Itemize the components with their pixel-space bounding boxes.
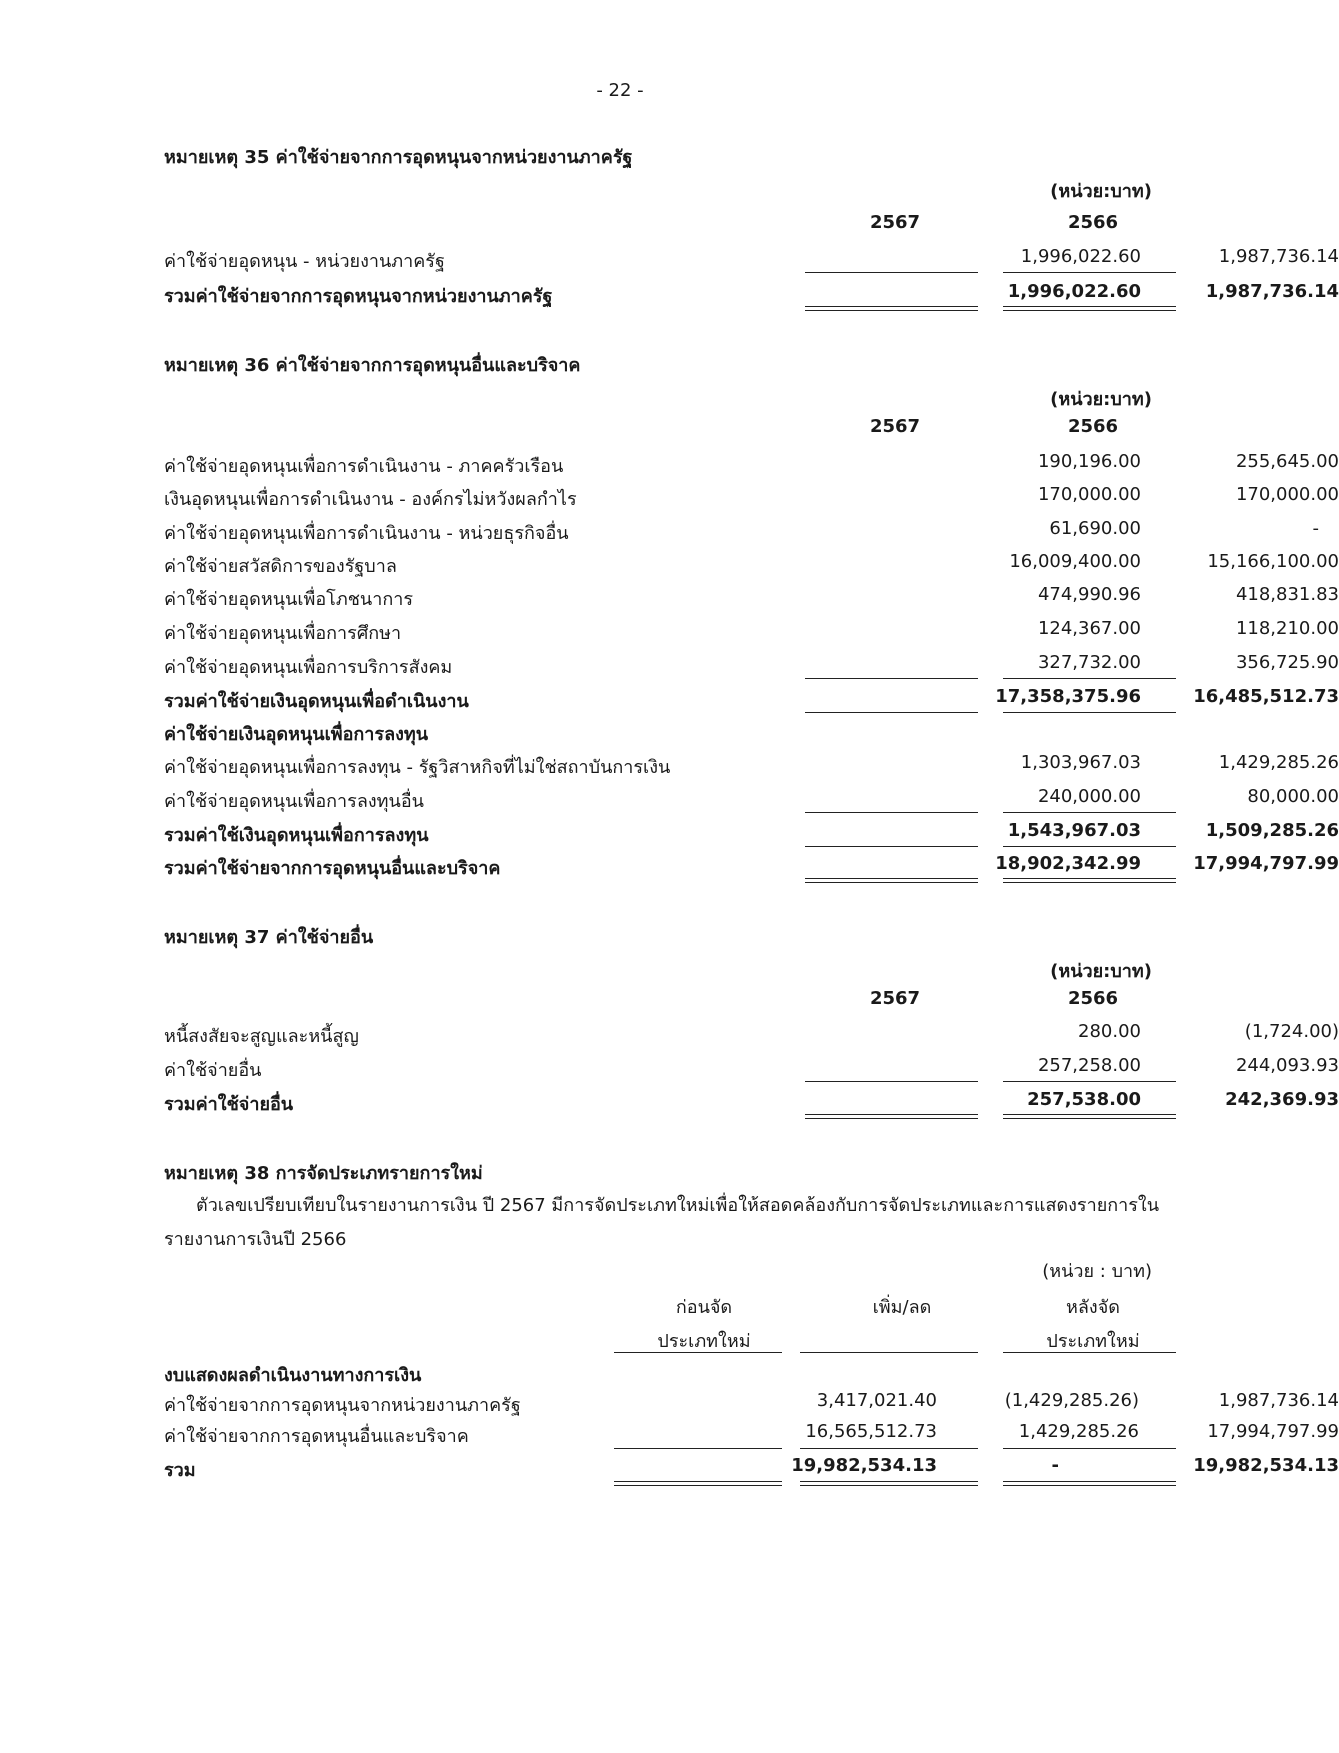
row-value-2566: 15,166,100.00 <box>1207 551 1339 572</box>
note35-year-2567: 2567 <box>869 212 921 233</box>
total-value-2567: 257,538.00 <box>1027 1089 1141 1110</box>
rule-line <box>1003 846 1176 847</box>
total-value-2566: 242,369.93 <box>1225 1089 1339 1110</box>
note36-unit: (หน่วย:บาท) <box>1050 389 1152 410</box>
row-label: เงินอุดหนุนเพื่อการดำเนินงาน - องค์กรไม่หวังผลกำไร <box>164 489 577 510</box>
rule-line <box>1003 1448 1176 1449</box>
row-value-2566: 80,000.00 <box>1247 786 1339 807</box>
note37-year-2567: 2567 <box>869 988 921 1009</box>
note35-unit: (หน่วย:บาท) <box>1050 181 1152 202</box>
note37-row <box>164 1021 1339 1051</box>
total-value-before: 19,982,534.13 <box>791 1455 937 1476</box>
row-value-2567: 474,990.96 <box>1037 584 1141 605</box>
note38-row <box>164 1421 1339 1451</box>
rule-line <box>805 846 978 847</box>
note36-investment-row <box>164 752 1339 782</box>
row-value-change: (1,429,285.26) <box>1004 1390 1139 1411</box>
total-label: รวมค่าใช้จ่ายจากการอุดหนุนจากหน่วยงานภาครัฐ <box>164 286 553 307</box>
col-before-line2: ประเภทใหม่ <box>657 1331 751 1352</box>
row-value-2566: 418,831.83 <box>1235 584 1339 605</box>
col-before-line1: ก่อนจัด <box>675 1297 733 1318</box>
row-value-before: 16,565,512.73 <box>805 1421 937 1442</box>
total-value-2566: 17,994,797.99 <box>1193 853 1339 874</box>
section-heading: งบแสดงผลดำเนินงานทางการเงิน <box>164 1365 422 1386</box>
rule-line <box>1003 812 1176 813</box>
total-label: รวมค่าใช้จ่ายจากการอุดหนุนอื่นและบริจาค <box>164 858 501 879</box>
double-rule <box>1003 306 1176 311</box>
col-after-line2: ประเภทใหม่ <box>1046 1331 1140 1352</box>
rule-line <box>805 678 978 679</box>
double-rule <box>1003 1114 1176 1119</box>
row-value-2566: 244,093.93 <box>1235 1055 1339 1076</box>
row-value-2567: 16,009,400.00 <box>1009 551 1141 572</box>
note36-investment-heading <box>164 719 1164 749</box>
row-label: ค่าใช้จ่ายจากการอุดหนุนจากหน่วยงานภาครัฐ <box>164 1395 521 1416</box>
note38-paragraph-line2: รายงานการเงินปี 2566 <box>164 1229 347 1250</box>
double-rule <box>805 306 978 311</box>
note36-row <box>164 584 1339 614</box>
row-label: ค่าใช้จ่ายอุดหนุน - หน่วยงานภาครัฐ <box>164 251 445 272</box>
row-value-after: 1,987,736.14 <box>1218 1390 1339 1411</box>
row-label: หนี้สงสัยจะสูญและหนี้สูญ <box>164 1026 359 1047</box>
row-label: ค่าใช้จ่ายจากการอุดหนุนอื่นและบริจาค <box>164 1426 469 1447</box>
row-label: ค่าใช้จ่ายอุดหนุนเพื่อการศึกษา <box>164 623 402 644</box>
double-rule <box>805 878 978 883</box>
row-value-change: 1,429,285.26 <box>1018 1421 1139 1442</box>
rule-line <box>805 812 978 813</box>
row-value-2566: 170,000.00 <box>1235 484 1339 505</box>
rule-line <box>1003 1352 1176 1353</box>
note36-row <box>164 518 1319 548</box>
row-value-2567: 327,732.00 <box>1037 652 1141 673</box>
row-label: ค่าใช้จ่ายอุดหนุนเพื่อโภชนาการ <box>164 589 413 610</box>
note36-row <box>164 618 1339 648</box>
section-heading: ค่าใช้จ่ายเงินอุดหนุนเพื่อการลงทุน <box>164 724 429 745</box>
note38-title: หมายเหตุ 38 การจัดประเภทรายการใหม่ <box>164 1163 483 1184</box>
row-label: ค่าใช้จ่ายอุดหนุนเพื่อการบริการสังคม <box>164 657 453 678</box>
col-after-line1: หลังจัด <box>1066 1297 1120 1318</box>
total-value-2566: 1,987,736.14 <box>1205 281 1339 302</box>
total-value-change: - <box>1051 1455 1059 1476</box>
row-label: ค่าใช้จ่ายอื่น <box>164 1060 262 1081</box>
note35-year-2566: 2566 <box>1067 212 1119 233</box>
row-value-after: 17,994,797.99 <box>1207 1421 1339 1442</box>
double-rule <box>614 1481 782 1486</box>
row-value-2567: 1,303,967.03 <box>1020 752 1141 773</box>
note38-row <box>164 1390 1339 1420</box>
row-label: ค่าใช้จ่ายอุดหนุนเพื่อการลงทุน - รัฐวิสาหกิจที่ไม่ใช่สถาบันการเงิน <box>164 757 671 778</box>
row-value-2566: 1,987,736.14 <box>1218 246 1339 267</box>
double-rule <box>800 1481 978 1486</box>
row-value-2567: 124,367.00 <box>1037 618 1141 639</box>
rule-line <box>1003 272 1176 273</box>
row-value-2567: 61,690.00 <box>1049 518 1141 539</box>
rule-line <box>805 1081 978 1082</box>
subtotal-value-2566: 16,485,512.73 <box>1193 686 1339 707</box>
row-value-2567: 1,996,022.60 <box>1020 246 1141 267</box>
note36-title: หมายเหตุ 36 ค่าใช้จ่ายจากการอุดหนุนอื่นและบริจาค <box>164 355 581 376</box>
page-number: - 22 - <box>596 80 644 101</box>
total-value-2567: 1,996,022.60 <box>1007 281 1141 302</box>
double-rule <box>1003 1481 1176 1486</box>
row-value-2566: - <box>1312 518 1319 539</box>
total-label: รวมค่าใช้จ่ายอื่น <box>164 1094 294 1115</box>
note38-unit: (หน่วย : บาท) <box>1042 1261 1152 1282</box>
row-value-2567: 257,258.00 <box>1037 1055 1141 1076</box>
row-value-2567: 190,196.00 <box>1037 451 1141 472</box>
rule-line <box>800 1448 978 1449</box>
rule-line <box>1003 712 1176 713</box>
row-value-2566: 255,645.00 <box>1235 451 1339 472</box>
col-change: เพิ่ม/ลด <box>872 1297 932 1318</box>
total-value-2567: 18,902,342.99 <box>995 853 1141 874</box>
subtotal-value-2567: 17,358,375.96 <box>995 686 1141 707</box>
total-label: รวม <box>164 1460 196 1481</box>
row-label: ค่าใช้จ่ายสวัสดิการของรัฐบาล <box>164 556 397 577</box>
note35-title: หมายเหตุ 35 ค่าใช้จ่ายจากการอุดหนุนจากหน่วยงานภาครัฐ <box>164 147 633 168</box>
note36-row <box>164 551 1339 581</box>
rule-line <box>1003 678 1176 679</box>
row-value-2567: 170,000.00 <box>1037 484 1141 505</box>
rule-line <box>805 712 978 713</box>
row-value-2567: 240,000.00 <box>1037 786 1141 807</box>
note36-row <box>164 484 1339 514</box>
row-label: ค่าใช้จ่ายอุดหนุนเพื่อการดำเนินงาน - ภาคครัวเรือน <box>164 456 564 477</box>
subtotal-label: รวมค่าใช้จ่ายเงินอุดหนุนเพื่อดำเนินงาน <box>164 691 469 712</box>
note38-paragraph-line1: ตัวเลขเปรียบเทียบในรายงานการเงิน ปี 2567 มีการจัดประเภทใหม่เพื่อให้สอดคล้องกับการจัดประเภทและการแสดงรายการใน <box>196 1195 1160 1216</box>
note38-section-heading <box>164 1360 1174 1390</box>
rule-line <box>614 1352 782 1353</box>
double-rule <box>805 1114 978 1119</box>
note37-title: หมายเหตุ 37 ค่าใช้จ่ายอื่น <box>164 927 374 948</box>
row-label: ค่าใช้จ่ายอุดหนุนเพื่อการลงทุนอื่น <box>164 791 424 812</box>
row-value-2566: 1,429,285.26 <box>1218 752 1339 773</box>
rule-line <box>614 1448 782 1449</box>
row-value-before: 3,417,021.40 <box>816 1390 937 1411</box>
rule-line <box>805 272 978 273</box>
note36-year-2567: 2567 <box>869 416 921 437</box>
note36-row <box>164 451 1339 481</box>
subtotal-label: รวมค่าใช้เงินอุดหนุนเพื่อการลงทุน <box>164 825 429 846</box>
row-label: ค่าใช้จ่ายอุดหนุนเพื่อการดำเนินงาน - หน่วยธุรกิจอื่น <box>164 523 569 544</box>
row-value-2567: 280.00 <box>1078 1021 1141 1042</box>
row-value-2566: (1,724.00) <box>1244 1021 1339 1042</box>
rule-line <box>800 1352 978 1353</box>
subtotal-value-2567: 1,543,967.03 <box>1007 820 1141 841</box>
rule-line <box>1003 1081 1176 1082</box>
row-value-2566: 356,725.90 <box>1235 652 1339 673</box>
subtotal-value-2566: 1,509,285.26 <box>1205 820 1339 841</box>
row-value-2566: 118,210.00 <box>1235 618 1339 639</box>
note36-year-2566: 2566 <box>1067 416 1119 437</box>
note37-year-2566: 2566 <box>1067 988 1119 1009</box>
note37-unit: (หน่วย:บาท) <box>1050 961 1152 982</box>
total-value-after: 19,982,534.13 <box>1193 1455 1339 1476</box>
double-rule <box>1003 878 1176 883</box>
